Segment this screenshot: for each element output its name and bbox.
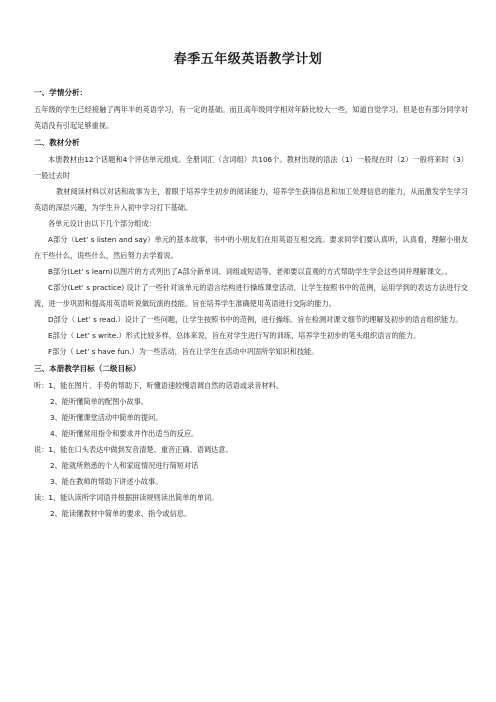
reading-goal: 2、能读懂教材中简单的要求、指令或信息。 — [50, 509, 192, 518]
speaking-goal: 2、能就所熟悉的个人和家庭情况进行简短对话 — [50, 461, 199, 470]
listening-goal: 听：1、能在图片、手势的帮助下，听懂语速较慢语调自然的话语或录音材料。 — [34, 381, 283, 390]
paragraph: 各单元设计由以下几个部分组成： — [48, 219, 156, 228]
paragraph: 五年级的学生已经接触了两年半的英语学习，有一定的基础。而且高年级同学相对年龄比较大一些，知道自觉学习。但是也有部分同学对英语没有引起足够重视。 — [34, 105, 468, 130]
speaking-goal: 3、能在教师的帮助下讲述小故事。 — [50, 477, 163, 486]
paragraph: 本册教材由12个话题和4个评估单元组成。全册词汇（含词组）共106个。教材出现的语法（1）一般现在时（2）一般将来时（3）一般过去时 — [34, 155, 468, 180]
listening-goal: 2、能听懂简单的配图小故事。 — [50, 397, 149, 406]
document-body — [34, 84, 468, 522]
paragraph: 教材阅读材料以对话和故事为主，着眼于培养学生初步的阅读能力，培养学生获得信息和加工处理信息的能力，从而激发学生学习英语的深层兴趣，为学生升入初中学习打下基础。 — [34, 187, 468, 212]
page-title: 春季五年级英语教学计划 — [173, 52, 323, 67]
listening-goal: 3、能听懂课堂活动中简单的提问。 — [50, 413, 163, 422]
part-c-paragraph: C部分(Let’ s practice) 设计了一些针对该单元的语言结构进行操练课堂活动，让学生按照书中的范例，运用学到的表达方法进行交流，进一步巩固和提高用英语听说做玩演的技能。旨在培养学生准确使用英语进行交际的能力。 — [34, 283, 468, 308]
section-heading-3: 三、本册教学目标（二级目标） — [34, 364, 141, 373]
part-a-paragraph: A部分（Let’ s listen and say）单元的基本故事，书中的小朋友们在用英语互相交流。要求同学们要认真听，认真看，理解小朋友在干些什么，说些什么，然后努力去学着说。 — [34, 235, 468, 260]
listening-goal: 4、能听懂常用指令和要求并作出适当的反应。 — [50, 429, 199, 438]
part-f-paragraph: F部分（ Let’ s have fun.）为一些活动，旨在让学生在活动中巩固所学知识和技能。 — [48, 347, 319, 356]
section-heading-1: 一、学情分析： — [34, 88, 88, 97]
part-d-paragraph: D部分（ Let’ s read.）设计了一些问题，让学生按照书中的范例，进行操练。旨在检测对课文细节的理解及初步的语言组织能力。 — [48, 315, 463, 324]
section-heading-2: 二、教材分析 — [34, 138, 80, 147]
reading-goal: 读：1、能认读所学词语并根据拼读规则读出简单的单词。 — [34, 493, 219, 502]
speaking-goal: 说：1、能在口头表达中做到发音清楚、重音正确、语调达意。 — [34, 445, 233, 454]
part-b-paragraph: B部分(Let’ s learn)以图片的方式列出了A部分新单词、词组或短语等。老师要以直观的方式帮助学生学会这些词并理解课文。。 — [48, 267, 452, 276]
part-e-paragraph: E部分（ Let’ s write.）形式比较多样，总体来说，旨在对学生进行写的训练，培养学生初步的笔头组织语言的能力。 — [48, 331, 421, 340]
